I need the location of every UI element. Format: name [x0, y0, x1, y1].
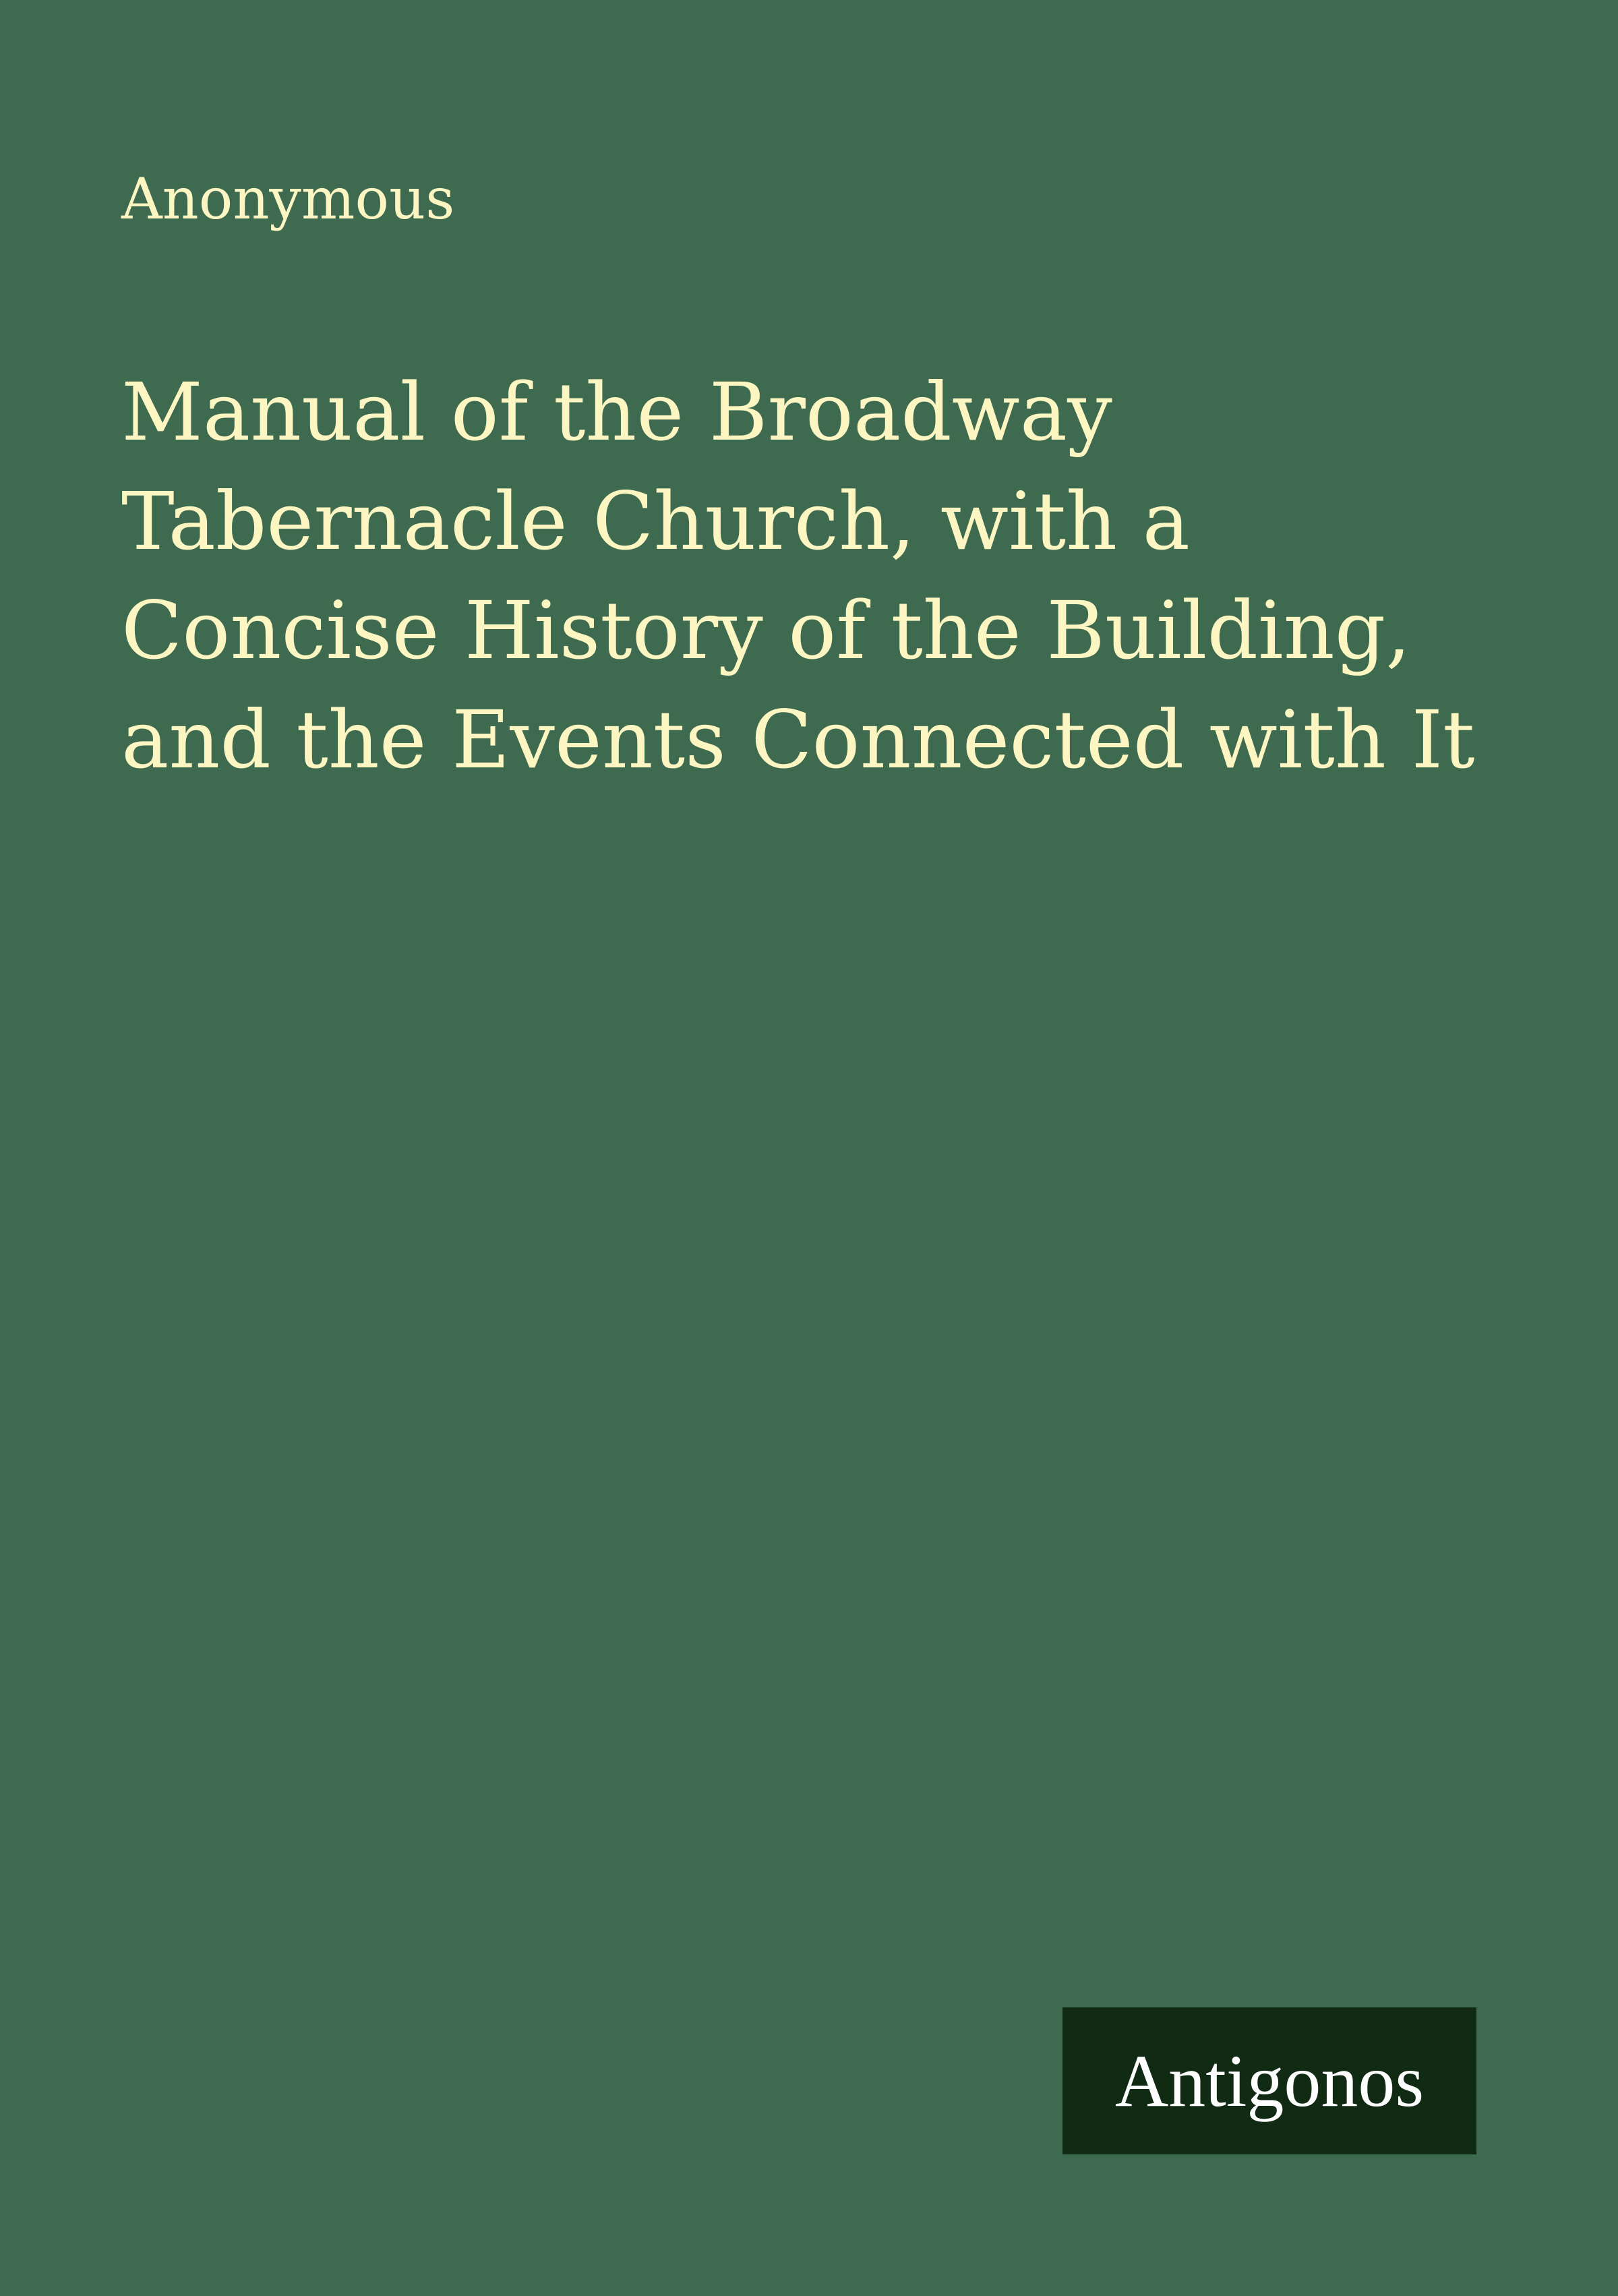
book-title: Manual of the Broadway Tabernacle Church, with a Concise History of the Building, and the Events Connected with It [121, 365, 1475, 786]
author-name: Anonymous [121, 166, 455, 232]
publisher-name: Antigonos [1114, 2040, 1425, 2122]
publisher-badge [1062, 2007, 1476, 2154]
